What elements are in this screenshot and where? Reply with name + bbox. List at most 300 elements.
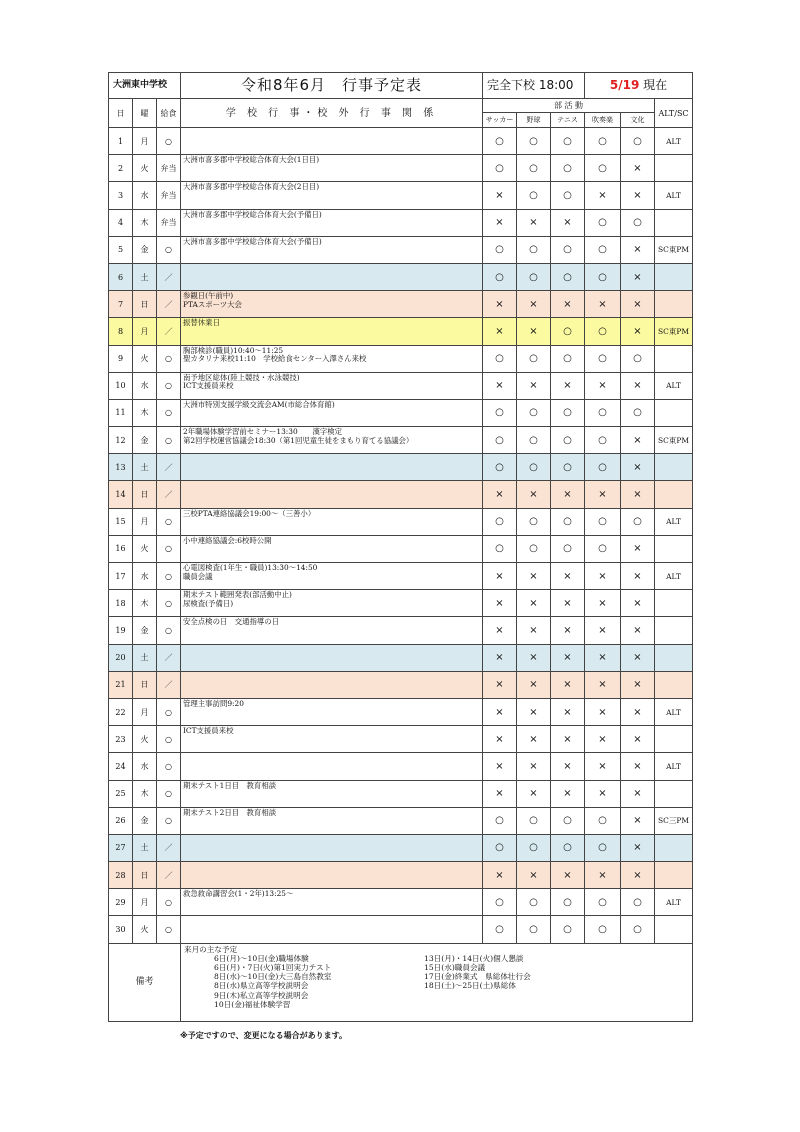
weekday-cell: 日: [133, 291, 157, 318]
day-cell: 27: [109, 834, 133, 861]
club-baseball-status: ○: [517, 155, 551, 182]
club-tennis-status: ×: [551, 644, 585, 671]
schedule-row: [109, 508, 693, 535]
club-soccer-status: ○: [483, 889, 517, 916]
club-soccer-status: ○: [483, 345, 517, 372]
club-culture-status: ×: [621, 807, 655, 834]
club-tennis-status: ○: [551, 128, 585, 155]
day-cell: 23: [109, 726, 133, 753]
lunch-cell: ○: [157, 563, 181, 590]
event-cell: [181, 454, 483, 481]
schedule-row: [109, 263, 693, 290]
club-soccer-status: ×: [483, 563, 517, 590]
event-cell: [181, 671, 483, 698]
notes-label: 備考: [109, 943, 181, 1021]
club-band-status: ×: [585, 481, 621, 508]
weekday-cell: 土: [133, 644, 157, 671]
club-tennis-status: ○: [551, 916, 585, 943]
event-cell: [181, 535, 483, 562]
notes-item: 8日(水)～10日(金)大三島自然教室: [214, 972, 332, 982]
club-band-status: ×: [585, 780, 621, 807]
notes-item: 6日(月)～10日(金)職場体験: [214, 953, 309, 963]
club-soccer-status: ×: [483, 318, 517, 345]
club-culture-status: ×: [621, 698, 655, 725]
event-cell: [181, 644, 483, 671]
alt-sc-cell: [655, 263, 693, 290]
weekday-cell: 木: [133, 399, 157, 426]
school-name: 大洲東中学校: [109, 73, 181, 99]
club-tennis-status: ○: [551, 454, 585, 481]
club-tennis-status: ×: [551, 617, 585, 644]
club-band-status: ○: [585, 236, 621, 263]
col-soccer: サッカー: [483, 113, 517, 128]
alt-sc-cell: ALT: [655, 508, 693, 535]
schedule-row: [109, 182, 693, 209]
alt-sc-cell: SC三PM: [655, 807, 693, 834]
alt-sc-cell: [655, 834, 693, 861]
weekday-cell: 木: [133, 780, 157, 807]
schedule-row: [109, 155, 693, 182]
club-culture-status: ×: [621, 590, 655, 617]
col-weekday: 曜: [133, 99, 157, 128]
club-band-status: ×: [585, 862, 621, 889]
schedule-row: [109, 236, 693, 263]
lunch-cell: ／: [157, 834, 181, 861]
weekday-cell: 火: [133, 726, 157, 753]
club-baseball-status: ×: [517, 671, 551, 698]
alt-sc-cell: [655, 399, 693, 426]
lunch-cell: ○: [157, 617, 181, 644]
club-soccer-status: ○: [483, 399, 517, 426]
club-culture-status: ×: [621, 291, 655, 318]
alt-sc-cell: [655, 644, 693, 671]
club-band-status: ×: [585, 563, 621, 590]
club-soccer-status: ×: [483, 753, 517, 780]
col-events: 学 校 行 事・校 外 行 事 関 係: [181, 99, 483, 128]
club-baseball-status: ○: [517, 427, 551, 454]
weekday-cell: 月: [133, 508, 157, 535]
schedule-row: [109, 862, 693, 889]
club-tennis-status: ×: [551, 563, 585, 590]
alt-sc-cell: SC東PM: [655, 236, 693, 263]
schedule-row: [109, 698, 693, 725]
weekday-cell: 水: [133, 563, 157, 590]
footnote: ※予定ですので、変更になる場合があります。: [180, 1031, 347, 1040]
day-cell: 12: [109, 427, 133, 454]
lunch-cell: ○: [157, 427, 181, 454]
club-band-status: ×: [585, 698, 621, 725]
lunch-cell: 弁当: [157, 209, 181, 236]
event-line: 聖カタリナ来校11:10 学校給食センター入澤さん来校: [183, 354, 367, 364]
club-tennis-status: ×: [551, 590, 585, 617]
notes-item: 13日(月)・14日(火)個人懇談: [424, 953, 524, 963]
lunch-cell: ／: [157, 644, 181, 671]
club-baseball-status: ×: [517, 318, 551, 345]
schedule-row: [109, 318, 693, 345]
notes-item: 6日(月)・7日(火)第1回実力テスト: [214, 963, 332, 973]
col-clubs: 部 活 動: [483, 99, 655, 113]
event-cell: [181, 372, 483, 399]
club-tennis-status: ×: [551, 726, 585, 753]
club-culture-status: ×: [621, 617, 655, 644]
club-band-status: ○: [585, 345, 621, 372]
club-baseball-status: ○: [517, 182, 551, 209]
alt-sc-cell: [655, 345, 693, 372]
event-cell: [181, 916, 483, 943]
club-baseball-status: ×: [517, 862, 551, 889]
club-soccer-status: ×: [483, 644, 517, 671]
club-soccer-status: ○: [483, 236, 517, 263]
alt-sc-cell: ALT: [655, 753, 693, 780]
col-day: 日: [109, 99, 133, 128]
event-line: 期末テスト2日目 教育相談: [183, 807, 277, 817]
club-baseball-status: ×: [517, 590, 551, 617]
club-band-status: ×: [585, 617, 621, 644]
club-baseball-status: ○: [517, 508, 551, 535]
day-cell: 19: [109, 617, 133, 644]
event-cell: [181, 698, 483, 725]
club-soccer-status: ×: [483, 862, 517, 889]
club-baseball-status: ○: [517, 236, 551, 263]
day-cell: 2: [109, 155, 133, 182]
club-tennis-status: ○: [551, 508, 585, 535]
club-baseball-status: ×: [517, 291, 551, 318]
alt-sc-cell: [655, 291, 693, 318]
notes-item: 9日(木)私立高等学校説明会: [214, 990, 309, 1000]
notes-item: 10日(金)福祉体験学習: [214, 999, 291, 1009]
event-line: 振替休業日: [183, 318, 220, 328]
event-line: 小中連絡協議会:6校時公開: [183, 535, 272, 545]
club-band-status: ×: [585, 291, 621, 318]
alt-sc-cell: [655, 617, 693, 644]
club-soccer-status: ○: [483, 263, 517, 290]
lunch-cell: ○: [157, 508, 181, 535]
notes-item: 15日(水)職員会議: [424, 963, 486, 973]
club-soccer-status: ○: [483, 454, 517, 481]
event-line: 大洲市喜多郡中学校総合体育大会(予備日): [183, 236, 322, 246]
schedule-row: [109, 590, 693, 617]
club-baseball-status: ○: [517, 916, 551, 943]
event-cell: [181, 563, 483, 590]
club-baseball-status: ×: [517, 753, 551, 780]
event-cell: [181, 291, 483, 318]
club-culture-status: ○: [621, 209, 655, 236]
club-baseball-status: ○: [517, 834, 551, 861]
club-baseball-status: ×: [517, 209, 551, 236]
event-cell: [181, 780, 483, 807]
club-baseball-status: ○: [517, 454, 551, 481]
weekday-cell: 水: [133, 372, 157, 399]
alt-sc-cell: [655, 916, 693, 943]
day-cell: 25: [109, 780, 133, 807]
alt-sc-cell: [655, 780, 693, 807]
event-line: 大洲市喜多郡中学校総合体育大会(予備日): [183, 209, 322, 219]
club-band-status: ○: [585, 535, 621, 562]
club-culture-status: ○: [621, 508, 655, 535]
schedule-row: [109, 535, 693, 562]
club-baseball-status: ○: [517, 399, 551, 426]
schedule-row: [109, 617, 693, 644]
event-cell: [181, 753, 483, 780]
day-cell: 4: [109, 209, 133, 236]
event-cell: [181, 399, 483, 426]
club-culture-status: ×: [621, 318, 655, 345]
day-cell: 28: [109, 862, 133, 889]
lunch-cell: ○: [157, 399, 181, 426]
club-soccer-status: ○: [483, 916, 517, 943]
weekday-cell: 土: [133, 454, 157, 481]
weekday-cell: 土: [133, 834, 157, 861]
day-cell: 11: [109, 399, 133, 426]
club-culture-status: ×: [621, 427, 655, 454]
weekday-cell: 月: [133, 128, 157, 155]
club-baseball-status: ○: [517, 889, 551, 916]
weekday-cell: 金: [133, 807, 157, 834]
club-soccer-status: ○: [483, 128, 517, 155]
club-culture-status: ×: [621, 671, 655, 698]
club-soccer-status: ×: [483, 617, 517, 644]
day-cell: 6: [109, 263, 133, 290]
day-cell: 14: [109, 481, 133, 508]
schedule-row: [109, 481, 693, 508]
schedule-table: [108, 72, 693, 1022]
event-line: 救急救命講習会(1・2年)13:25～: [183, 889, 294, 899]
club-tennis-status: ○: [551, 182, 585, 209]
day-cell: 22: [109, 698, 133, 725]
lunch-cell: ○: [157, 535, 181, 562]
day-cell: 24: [109, 753, 133, 780]
day-cell: 17: [109, 563, 133, 590]
schedule-row: [109, 372, 693, 399]
club-soccer-status: ×: [483, 209, 517, 236]
club-soccer-status: ×: [483, 671, 517, 698]
day-cell: 21: [109, 671, 133, 698]
club-baseball-status: ×: [517, 481, 551, 508]
club-baseball-status: ×: [517, 644, 551, 671]
club-culture-status: ×: [621, 182, 655, 209]
event-cell: [181, 617, 483, 644]
club-soccer-status: ×: [483, 182, 517, 209]
event-cell: [181, 726, 483, 753]
lunch-cell: ○: [157, 345, 181, 372]
lunch-cell: ／: [157, 318, 181, 345]
day-cell: 15: [109, 508, 133, 535]
club-tennis-status: ○: [551, 263, 585, 290]
col-lunch: 給食: [157, 99, 181, 128]
day-cell: 30: [109, 916, 133, 943]
club-culture-status: ○: [621, 128, 655, 155]
club-band-status: ×: [585, 726, 621, 753]
weekday-cell: 木: [133, 590, 157, 617]
event-line: 期末テスト1日目 教育相談: [183, 780, 277, 790]
col-band: 吹奏楽: [585, 113, 621, 128]
event-cell: [181, 318, 483, 345]
event-cell: [181, 427, 483, 454]
alt-sc-cell: ALT: [655, 128, 693, 155]
club-tennis-status: ×: [551, 209, 585, 236]
event-line: PTAスポーツ大会: [183, 299, 242, 309]
schedule-row: [109, 563, 693, 590]
club-tennis-status: ○: [551, 807, 585, 834]
event-cell: [181, 182, 483, 209]
club-soccer-status: ×: [483, 780, 517, 807]
day-cell: 10: [109, 372, 133, 399]
club-band-status: ×: [585, 590, 621, 617]
weekday-cell: 金: [133, 617, 157, 644]
event-line: 安全点検の日 交通指導の日: [183, 617, 280, 627]
club-culture-status: ×: [621, 263, 655, 290]
lunch-cell: ／: [157, 454, 181, 481]
alt-sc-cell: ALT: [655, 182, 693, 209]
club-culture-status: ×: [621, 834, 655, 861]
club-soccer-status: ○: [483, 155, 517, 182]
club-band-status: ○: [585, 318, 621, 345]
event-line: 大洲市特別支援学級交流会AM(市総合体育館): [183, 399, 335, 409]
club-band-status: ○: [585, 916, 621, 943]
alt-sc-cell: [655, 671, 693, 698]
column-header-row-1: [109, 99, 693, 113]
lunch-cell: ○: [157, 128, 181, 155]
event-cell: [181, 236, 483, 263]
club-culture-status: ×: [621, 862, 655, 889]
day-cell: 26: [109, 807, 133, 834]
event-cell: [181, 209, 483, 236]
event-cell: [181, 889, 483, 916]
schedule-row: [109, 807, 693, 834]
lunch-cell: 弁当: [157, 182, 181, 209]
schedule-row: [109, 726, 693, 753]
club-culture-status: ×: [621, 372, 655, 399]
club-soccer-status: ×: [483, 291, 517, 318]
alt-sc-cell: [655, 454, 693, 481]
day-cell: 8: [109, 318, 133, 345]
weekday-cell: 金: [133, 427, 157, 454]
club-baseball-status: ×: [517, 726, 551, 753]
weekday-cell: 火: [133, 155, 157, 182]
day-cell: 16: [109, 535, 133, 562]
club-tennis-status: ○: [551, 345, 585, 372]
event-line: 三校PTA連絡協議会19:00～（三善小）: [183, 508, 316, 518]
schedule-row: [109, 209, 693, 236]
event-line: 参観日(午前中): [183, 291, 234, 301]
event-cell: [181, 807, 483, 834]
schedule-row: [109, 454, 693, 481]
event-line: 2年職場体験学習前セミナー13:30 漢字検定: [183, 427, 343, 437]
club-soccer-status: ○: [483, 427, 517, 454]
event-cell: [181, 155, 483, 182]
lunch-cell: ／: [157, 671, 181, 698]
schedule-row: [109, 889, 693, 916]
lunch-cell: ／: [157, 862, 181, 889]
lunch-cell: ／: [157, 291, 181, 318]
col-tennis: テニス: [551, 113, 585, 128]
notes-heading: 来月の主な予定: [184, 944, 238, 954]
day-cell: 18: [109, 590, 133, 617]
as-of-date: 5/19 現在: [585, 73, 693, 99]
lunch-cell: ○: [157, 590, 181, 617]
club-culture-status: ×: [621, 155, 655, 182]
event-line: 南予地区総体(陸上競技・水泳競技): [183, 372, 300, 382]
weekday-cell: 日: [133, 671, 157, 698]
day-cell: 13: [109, 454, 133, 481]
alt-sc-cell: [655, 590, 693, 617]
club-band-status: ○: [585, 454, 621, 481]
weekday-cell: 水: [133, 753, 157, 780]
club-tennis-status: ×: [551, 698, 585, 725]
club-soccer-status: ×: [483, 698, 517, 725]
club-culture-status: ×: [621, 753, 655, 780]
club-band-status: ×: [585, 671, 621, 698]
day-cell: 9: [109, 345, 133, 372]
club-band-status: ×: [585, 182, 621, 209]
lunch-cell: ○: [157, 780, 181, 807]
club-soccer-status: ×: [483, 726, 517, 753]
alt-sc-cell: ALT: [655, 698, 693, 725]
club-baseball-status: ×: [517, 617, 551, 644]
lunch-cell: ○: [157, 753, 181, 780]
weekday-cell: 月: [133, 318, 157, 345]
club-culture-status: ○: [621, 916, 655, 943]
event-line: 大洲市喜多郡中学校総合体育大会(1日目): [183, 155, 320, 165]
weekday-cell: 火: [133, 535, 157, 562]
event-line: ICT支援員来校: [183, 381, 234, 391]
lunch-cell: ／: [157, 263, 181, 290]
alt-sc-cell: SC東PM: [655, 318, 693, 345]
club-tennis-status: ×: [551, 291, 585, 318]
club-band-status: ×: [585, 753, 621, 780]
club-culture-status: ×: [621, 563, 655, 590]
club-band-status: ×: [585, 644, 621, 671]
lunch-cell: 弁当: [157, 155, 181, 182]
club-tennis-status: ○: [551, 318, 585, 345]
club-band-status: ○: [585, 209, 621, 236]
event-cell: [181, 862, 483, 889]
col-culture: 文化: [621, 113, 655, 128]
event-line: 胸部検診(職員)10:40～11:25: [183, 345, 284, 355]
weekday-cell: 水: [133, 182, 157, 209]
club-tennis-status: ○: [551, 427, 585, 454]
alt-sc-cell: [655, 209, 693, 236]
header-row: [109, 73, 693, 99]
weekday-cell: 日: [133, 481, 157, 508]
club-culture-status: ×: [621, 236, 655, 263]
club-band-status: ○: [585, 399, 621, 426]
club-baseball-status: ○: [517, 535, 551, 562]
event-line: 第2回学校運営協議会18:30（第1回児童生徒をまもり育てる協議会）: [183, 435, 414, 445]
club-tennis-status: ○: [551, 535, 585, 562]
club-culture-status: ×: [621, 535, 655, 562]
club-tennis-status: ○: [551, 889, 585, 916]
club-culture-status: ○: [621, 889, 655, 916]
schedule-row: [109, 671, 693, 698]
club-band-status: ○: [585, 155, 621, 182]
lunch-cell: ○: [157, 726, 181, 753]
event-cell: [181, 263, 483, 290]
club-baseball-status: ×: [517, 372, 551, 399]
club-band-status: ○: [585, 889, 621, 916]
lunch-cell: ／: [157, 481, 181, 508]
event-line: 職員会議: [183, 571, 213, 581]
notes-item: 17日(金)終業式 県総体壮行会: [424, 972, 531, 982]
day-cell: 5: [109, 236, 133, 263]
col-baseball: 野球: [517, 113, 551, 128]
club-baseball-status: ○: [517, 807, 551, 834]
schedule-row: [109, 399, 693, 426]
lunch-cell: ○: [157, 916, 181, 943]
club-tennis-status: ×: [551, 481, 585, 508]
club-soccer-status: ×: [483, 590, 517, 617]
club-tennis-status: ×: [551, 780, 585, 807]
